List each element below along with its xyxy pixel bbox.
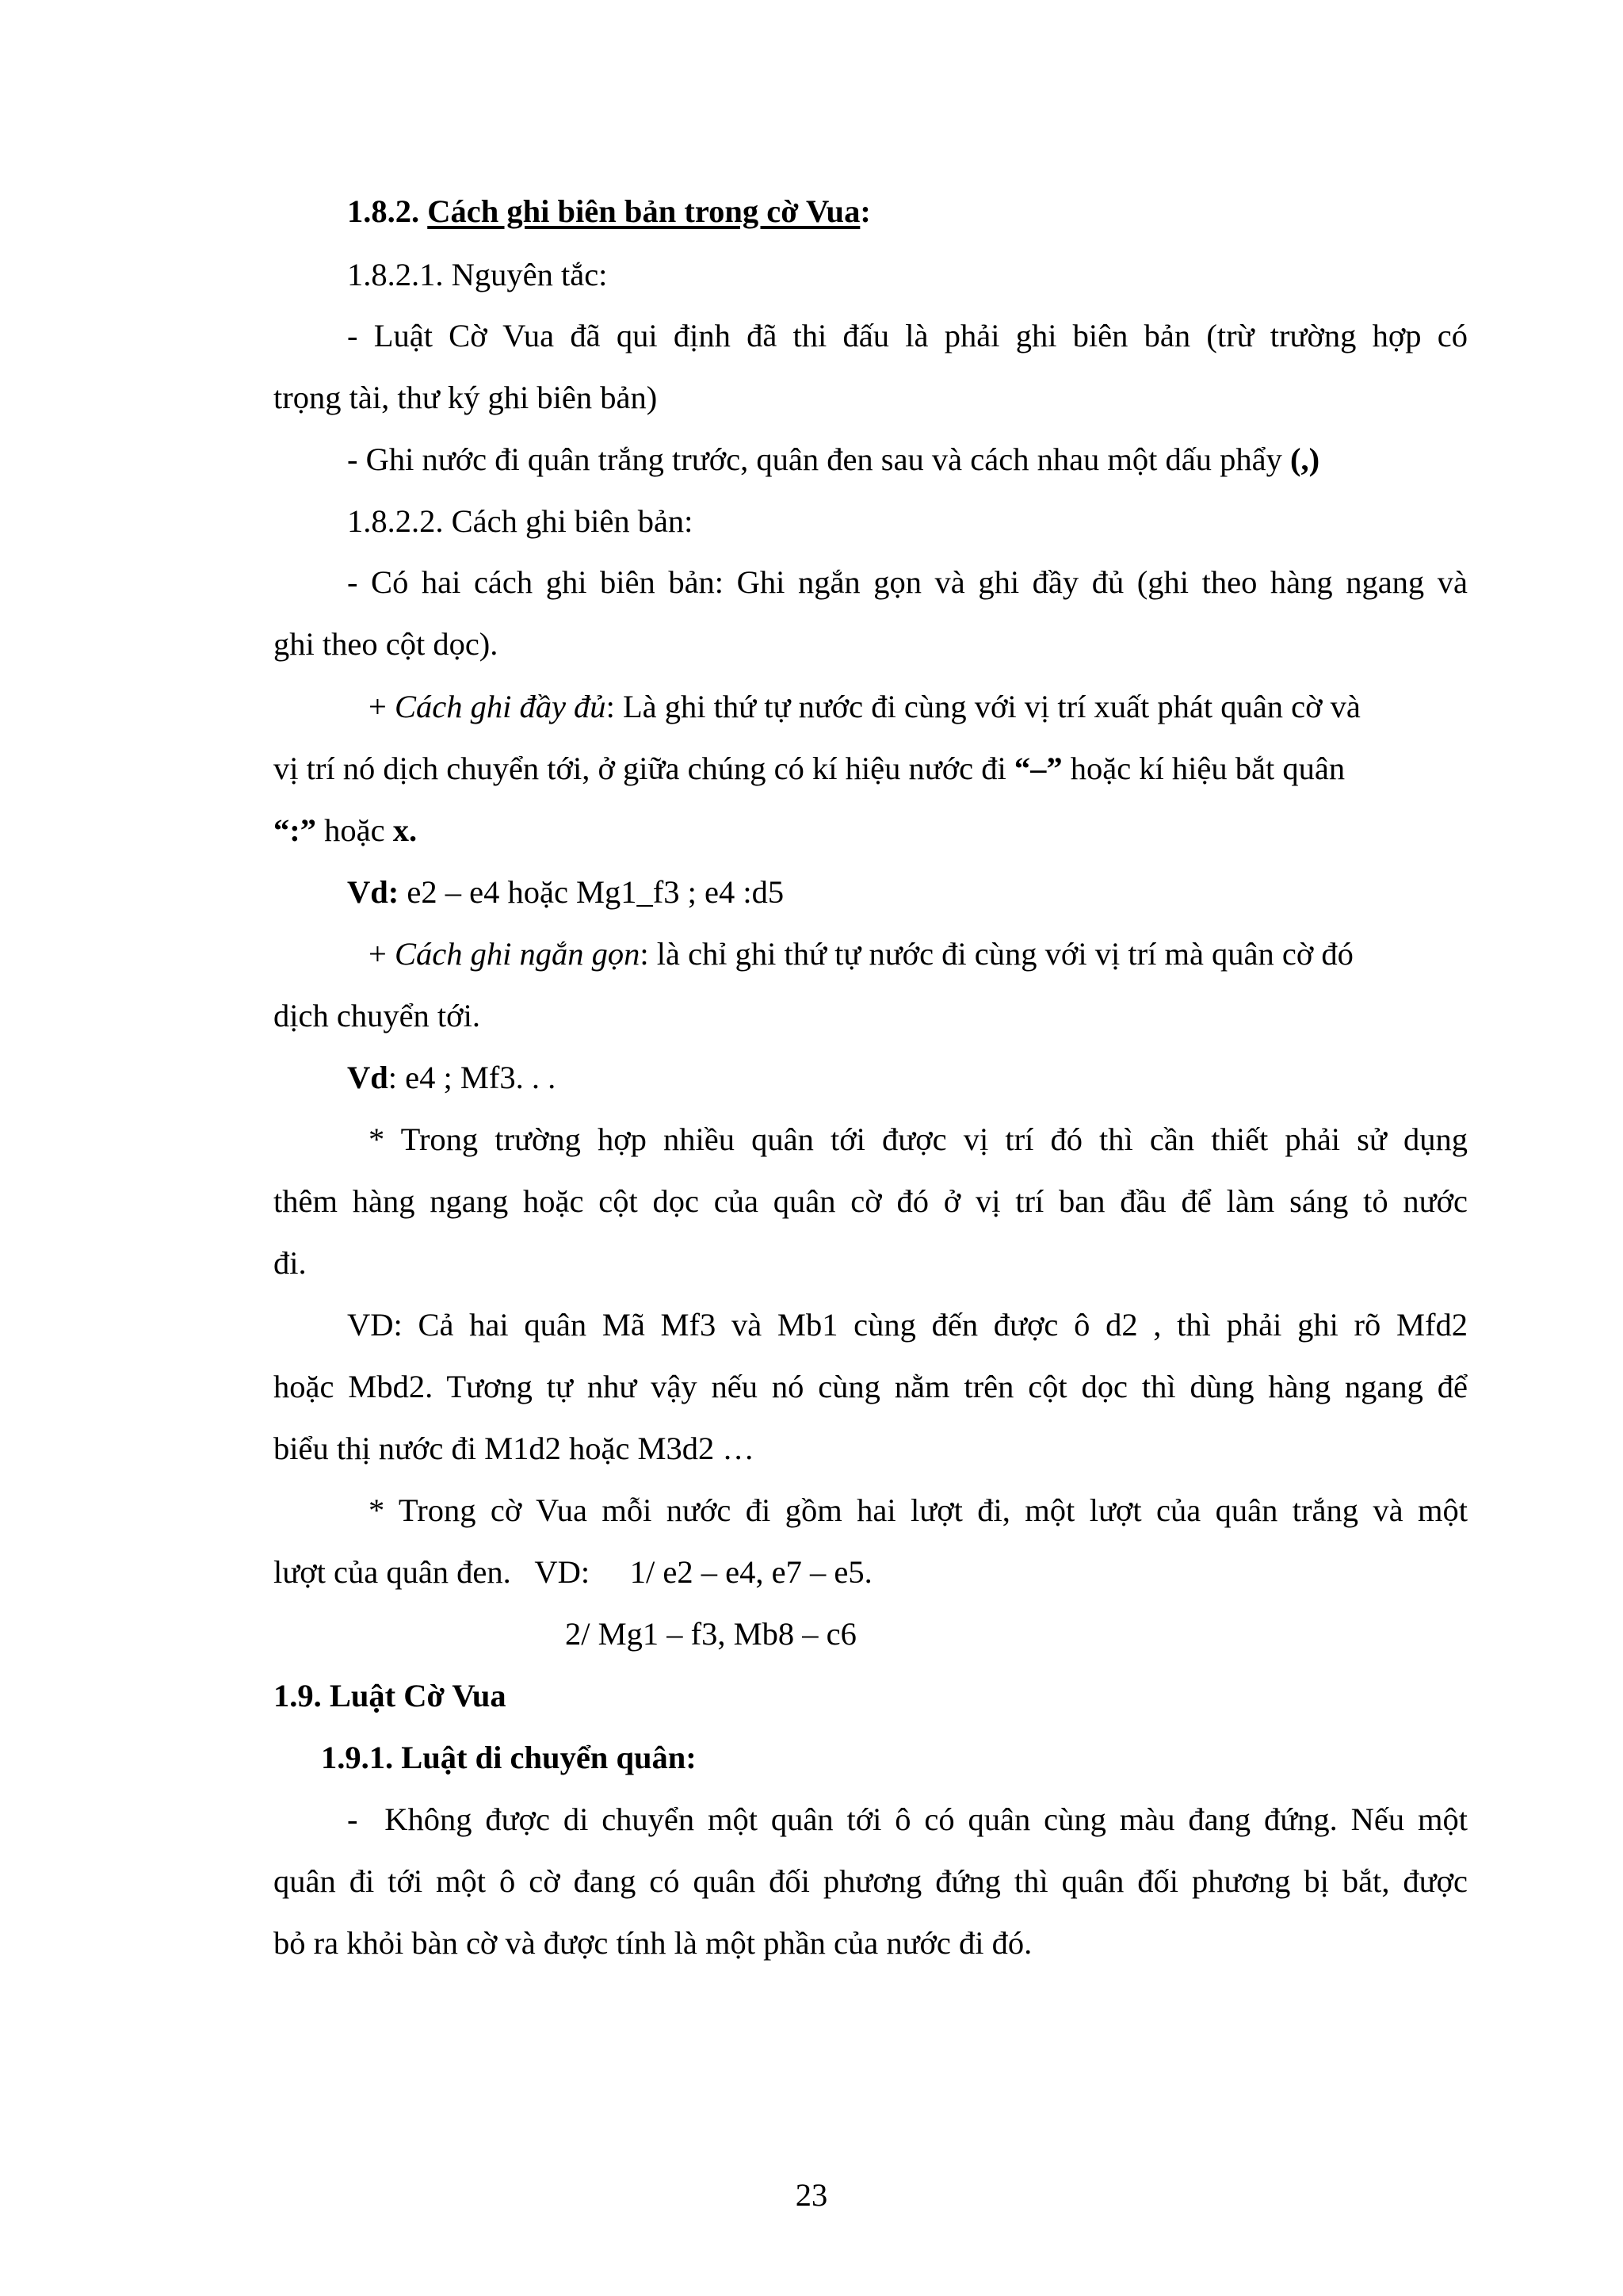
vd-line1: VD: Cả hai quân Mã Mf3 và Mb1 cùng đến được ô d2 , thì phải ghi rõ Mfd2 [347, 1307, 1468, 1343]
capture-symbol: “:” [273, 812, 316, 848]
full-method-line1 [369, 691, 1361, 724]
methods-intro-line1: - Có hai cách ghi biên bản: Ghi ngắn gọn và ghi đầy đủ (ghi theo hàng ngang và [347, 564, 1468, 600]
full-method-line3: “:” hoặc x. [273, 812, 418, 848]
example1-label: Vd: [347, 874, 399, 910]
note1-line2: thêm hàng ngang hoặc cột dọc của quân cờ đó ở vị trí ban đầu để làm sáng tỏ nước [273, 1183, 1468, 1219]
vd-line2: hoặc Mbd2. Tương tự như vậy nếu nó cùng nằm trên cột dọc thì dùng hàng ngang để [273, 1369, 1468, 1404]
example2-text: : e4 ; Mf3. . . [388, 1060, 556, 1095]
section-1-9-heading: 1.9. Luật Cờ Vua [273, 1678, 506, 1713]
short-method-line2: dịch chuyển tới. [273, 998, 480, 1033]
section-colon: : [860, 193, 871, 229]
principles-heading: 1.8.2.1. Nguyên tắc: [347, 257, 608, 292]
short-method-term: Cách ghi ngắn gọn [394, 936, 640, 972]
move-rule-line1: - Không được di chuyển một quân tới ô có quân cùng màu đang đứng. Nếu một [347, 1801, 1468, 1837]
example2-label: Vd [347, 1060, 388, 1095]
short-method-line1: + Cách ghi ngắn gọn: là chỉ ghi thứ tự nước đi cùng với vị trí mà quân cờ đó [369, 936, 1354, 972]
capture-x-symbol: x. [392, 812, 418, 848]
section-1-9-1-heading: 1.9.1. Luật di chuyển quân: [321, 1740, 697, 1775]
full-prefix: + [369, 689, 395, 724]
comma-symbol: (,) [1290, 441, 1320, 477]
example1-text: e2 – e4 hoặc Mg1_f3 ; e4 :d5 [399, 874, 785, 910]
full-method-term: Cách ghi đầy đủ [394, 689, 606, 724]
note2-line1: * Trong cờ Vua mỗi nước đi gồm hai lượt đi, một lượt của quân trắng và một [369, 1492, 1468, 1528]
section-title: Cách ghi biên bản trong cờ Vua [427, 193, 861, 229]
full-method-desc: : Là ghi thứ tự nước đi cùng với vị trí xuất phát quân cờ và [605, 689, 1361, 724]
rule1-line2: trọng tài, thư ký ghi biên bản) [273, 380, 658, 415]
note1-line1: * Trong trường hợp nhiều quân tới được vị trí đó thì cần thiết phải sử dụng [369, 1121, 1468, 1157]
methods-heading: 1.8.2.2. Cách ghi biên bản: [347, 503, 693, 539]
move-symbol: “–” [1014, 751, 1063, 786]
section-1-8-2-heading [347, 193, 871, 229]
rule1-line1: - Luật Cờ Vua đã qui định đã thi đấu là phải ghi biên bản (trừ trường hợp có [347, 318, 1468, 353]
rule2-line [347, 441, 1320, 477]
example1-line [347, 874, 785, 910]
note1-line3: đi. [273, 1245, 307, 1281]
move-rule-line2: quân đi tới một ô cờ đang có quân đối phương đứng thì quân đối phương bị bắt, được [273, 1863, 1468, 1899]
note2-line2: lượt của quân đen. VD: 1/ e2 – e4, e7 – e5. [273, 1554, 873, 1590]
move-rule-line3: bỏ ra khỏi bàn cờ và được tính là một phần của nước đi đó. [273, 1925, 1033, 1961]
methods-intro-line2: ghi theo cột dọc). [273, 626, 498, 662]
rule2-text: - Ghi nước đi quân trắng trước, quân đen sau và cách nhau một dấu phẩy [347, 441, 1291, 477]
vd-line3: biểu thị nước đi M1d2 hoặc M3d2 … [273, 1431, 754, 1466]
note2-line3: 2/ Mg1 – f3, Mb8 – c6 [565, 1616, 857, 1652]
full-method-line2: vị trí nó dịch chuyển tới, ở giữa chúng có kí hiệu nước đi “–” hoặc kí hiệu bắt quân [273, 751, 1346, 786]
page-number: 23 [795, 2177, 828, 2213]
section-number: 1.8.2. [347, 193, 420, 229]
example2-line [347, 1062, 556, 1095]
